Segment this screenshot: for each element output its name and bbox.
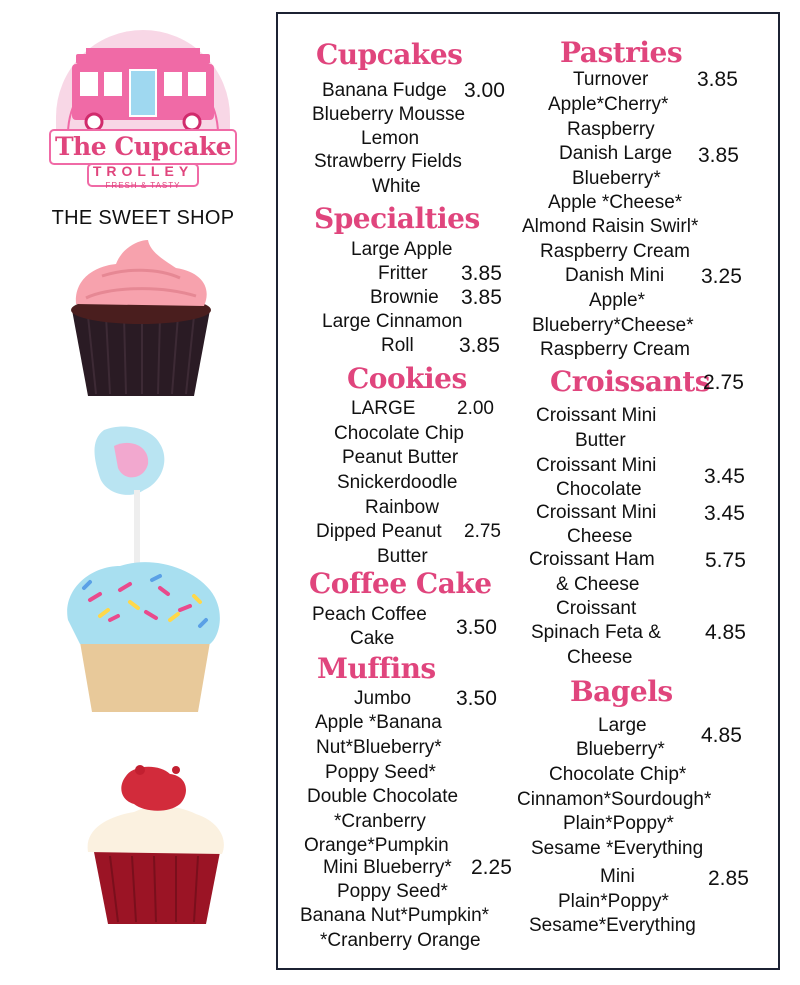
price: 2.75 bbox=[703, 371, 744, 394]
cupcake-trolley-logo bbox=[48, 22, 238, 198]
logo-title: The Cupcake bbox=[54, 132, 232, 161]
strawberry-cupcake-icon bbox=[66, 238, 216, 398]
price: 5.75 bbox=[705, 549, 746, 572]
list-item: Chocolate Chip bbox=[334, 423, 464, 444]
list-item: Orange*Pumpkin bbox=[304, 835, 449, 856]
list-item: Banana Fudge bbox=[322, 80, 447, 101]
list-item: Strawberry Fields bbox=[314, 151, 462, 172]
list-item: Snickerdoodle bbox=[337, 472, 458, 493]
list-item: Cinnamon*Sourdough* bbox=[517, 789, 712, 810]
cotton-candy-cupcake-icon bbox=[60, 420, 230, 720]
price: 3.85 bbox=[461, 262, 502, 285]
list-item: Cake bbox=[350, 628, 395, 649]
list-item: Croissant Mini bbox=[536, 405, 657, 426]
list-item: & Cheese bbox=[556, 574, 640, 595]
list-item: Cheese bbox=[567, 647, 633, 668]
list-item: Plain*Poppy* bbox=[558, 891, 669, 912]
price: 2.00 bbox=[457, 398, 494, 419]
list-item: Chocolate bbox=[556, 479, 642, 500]
list-item: Raspberry Cream bbox=[540, 241, 690, 262]
list-item: Plain*Poppy* bbox=[563, 813, 674, 834]
list-item: Turnover bbox=[573, 69, 649, 90]
price: 3.85 bbox=[698, 144, 739, 167]
list-item: Banana Nut*Pumpkin* bbox=[300, 905, 490, 926]
list-item: Cheese bbox=[567, 526, 633, 547]
list-item: Danish Mini bbox=[565, 265, 665, 286]
list-item: Croissant bbox=[556, 598, 637, 619]
heading-pastries: Pastries bbox=[560, 36, 683, 69]
list-item: Spinach Feta & bbox=[531, 622, 661, 643]
price: 3.85 bbox=[459, 334, 500, 357]
price: 3.85 bbox=[461, 286, 502, 309]
price: 3.25 bbox=[701, 265, 742, 288]
list-item: Butter bbox=[575, 430, 626, 451]
list-item: Danish Large bbox=[559, 143, 673, 164]
list-item: Nut*Blueberry* bbox=[316, 737, 442, 758]
list-item: Sesame*Everything bbox=[529, 915, 696, 936]
heading-cupcakes: Cupcakes bbox=[316, 38, 463, 71]
list-item: Poppy Seed* bbox=[337, 881, 448, 902]
list-item: Double Chocolate bbox=[307, 786, 459, 807]
logo-tagline: FRESH & TASTY bbox=[105, 181, 181, 190]
list-item: *Cranberry bbox=[334, 811, 426, 832]
red-velvet-cupcake-icon bbox=[80, 756, 230, 936]
heading-cookies: Cookies bbox=[347, 362, 467, 395]
heading-specialties: Specialties bbox=[314, 202, 480, 235]
list-item: Croissant Mini bbox=[536, 455, 657, 476]
price: 4.85 bbox=[705, 621, 746, 644]
list-item: LARGE bbox=[351, 398, 416, 419]
list-item: Peanut Butter bbox=[342, 447, 459, 468]
list-item: Raspberry Cream bbox=[540, 339, 690, 360]
logo-subtitle: TROLLEY bbox=[92, 163, 194, 179]
list-item: Apple *Cheese* bbox=[548, 192, 683, 213]
list-item: Blueberry*Cheese* bbox=[532, 315, 694, 336]
list-item: Apple *Banana bbox=[315, 712, 442, 733]
list-item: Poppy Seed* bbox=[325, 762, 436, 783]
list-item: *Cranberry Orange bbox=[320, 930, 481, 951]
price: 2.25 bbox=[471, 856, 512, 879]
price: 3.45 bbox=[704, 465, 745, 488]
list-item: Lemon bbox=[361, 128, 420, 149]
list-item: Croissant Ham bbox=[529, 549, 655, 570]
heading-croissants: Croissants bbox=[550, 365, 711, 398]
price: 3.00 bbox=[464, 79, 505, 102]
list-item: Large Cinnamon bbox=[322, 311, 463, 332]
heading-coffee-cake: Coffee Cake bbox=[309, 567, 492, 600]
list-item: Brownie bbox=[370, 287, 439, 308]
list-item: Sesame *Everything bbox=[531, 838, 704, 859]
list-item: Apple* bbox=[589, 290, 645, 311]
list-item: Blueberry* bbox=[576, 739, 665, 760]
list-item: Almond Raisin Swirl* bbox=[522, 216, 699, 237]
list-item: Fritter bbox=[378, 263, 428, 284]
list-item: White bbox=[372, 176, 421, 197]
list-item: Jumbo bbox=[354, 688, 412, 709]
list-item: Apple*Cherry* bbox=[548, 94, 669, 115]
price: 3.50 bbox=[456, 687, 497, 710]
price: 4.85 bbox=[701, 724, 742, 747]
list-item: Mini Blueberry* bbox=[323, 857, 452, 878]
list-item: Large bbox=[598, 715, 647, 736]
list-item: Large Apple bbox=[351, 239, 453, 260]
list-item: Raspberry bbox=[567, 119, 655, 140]
list-item: Chocolate Chip* bbox=[549, 764, 687, 785]
list-item: Blueberry* bbox=[572, 168, 661, 189]
price: 3.85 bbox=[697, 68, 738, 91]
price: 2.75 bbox=[464, 521, 501, 542]
heading-muffins: Muffins bbox=[317, 652, 436, 685]
heading-bagels: Bagels bbox=[570, 675, 673, 708]
list-item: Butter bbox=[377, 546, 428, 567]
list-item: Mini bbox=[600, 866, 635, 887]
list-item: Dipped Peanut bbox=[316, 521, 442, 542]
price: 3.45 bbox=[704, 502, 745, 525]
list-item: Blueberry Mousse bbox=[312, 104, 466, 125]
price: 2.85 bbox=[708, 867, 749, 890]
list-item: Roll bbox=[381, 335, 414, 356]
list-item: Peach Coffee bbox=[312, 604, 427, 625]
list-item: Rainbow bbox=[365, 497, 439, 518]
price: 3.50 bbox=[456, 616, 497, 639]
list-item: Croissant Mini bbox=[536, 502, 657, 523]
shop-name: THE SWEET SHOP bbox=[51, 207, 235, 229]
